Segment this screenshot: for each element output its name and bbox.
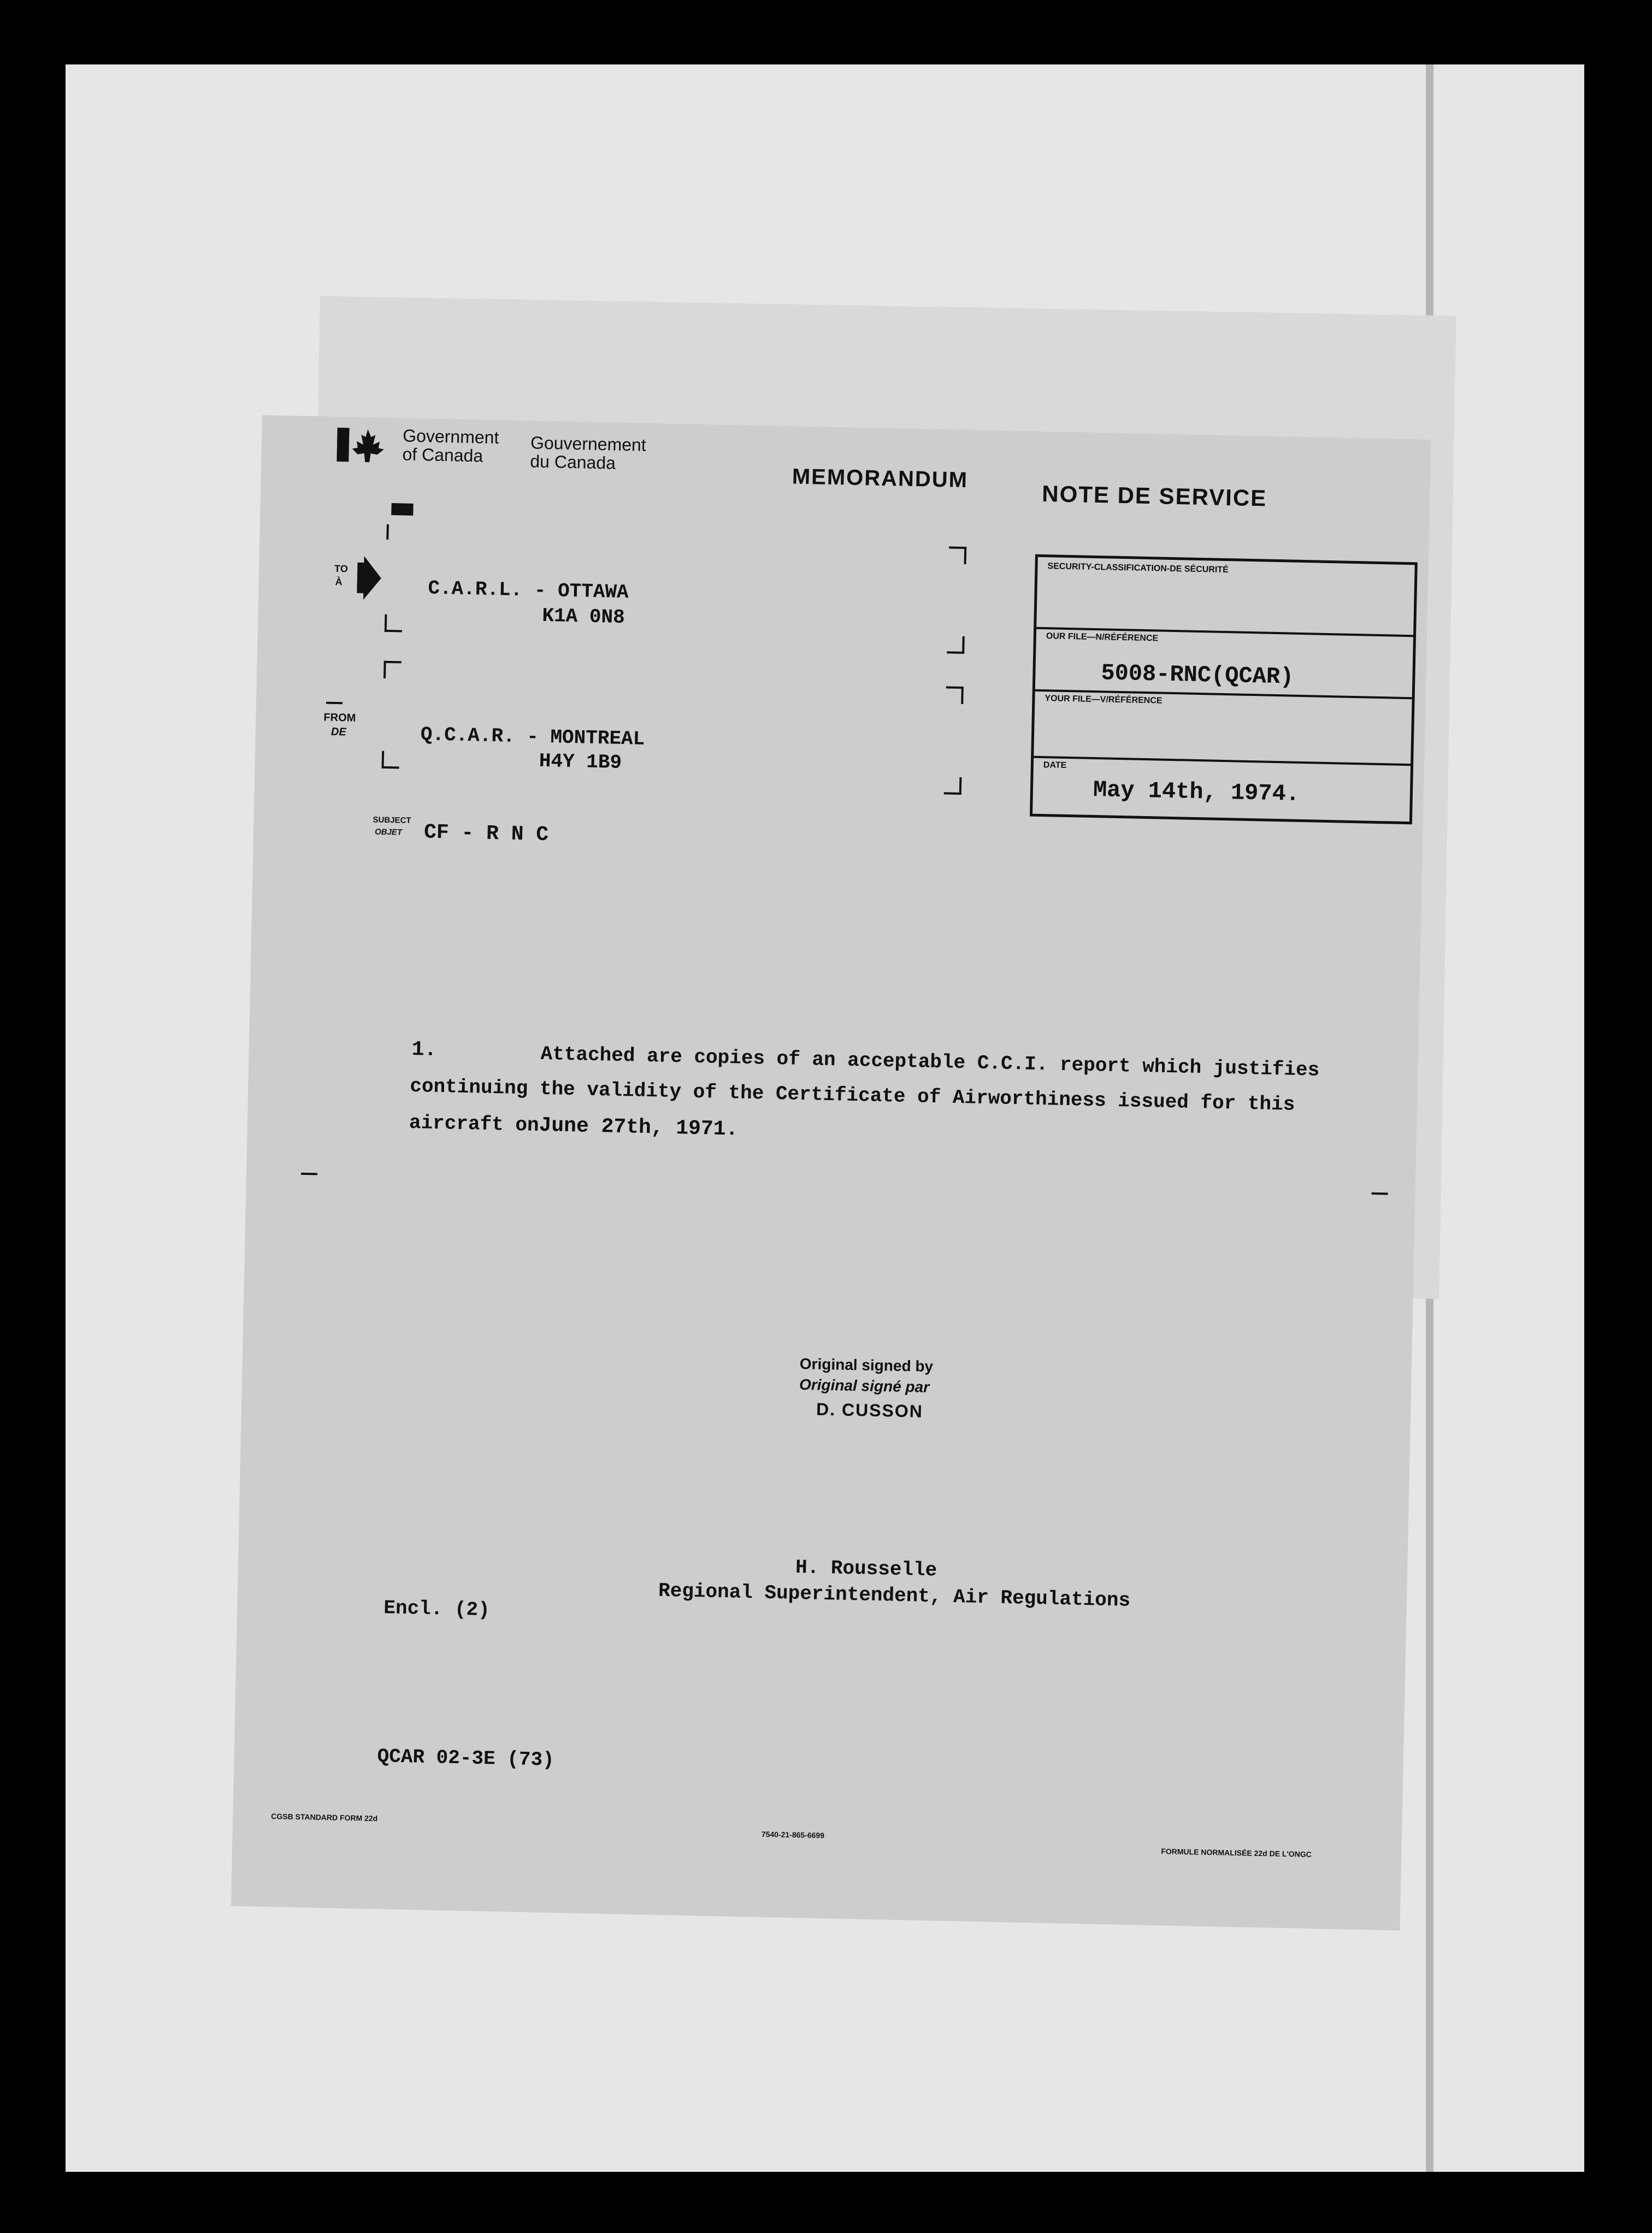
margin-tick xyxy=(1372,1192,1388,1195)
margin-tick xyxy=(301,1173,317,1175)
footer-center: 7540-21-865-6699 xyxy=(761,1829,825,1840)
memorandum-sheet xyxy=(231,415,1431,1930)
issue-date: June 27th, 1971. xyxy=(539,1113,739,1142)
signatory-title: Regional Superintendent, Air Regulations xyxy=(658,1579,1131,1612)
date-label: DATE xyxy=(1043,760,1067,770)
footer-left: CGSB STANDARD FORM 22d xyxy=(271,1811,378,1823)
enclosures: Encl. (2) xyxy=(383,1597,491,1622)
from-label: FROM xyxy=(323,711,356,724)
from-dash xyxy=(326,702,343,705)
address-bracket xyxy=(947,636,965,654)
gov-fr-line2: du Canada xyxy=(529,451,616,473)
signature-stamp-line1: Original signed by xyxy=(799,1355,934,1375)
signature-stamp-name: D. CUSSON xyxy=(816,1399,924,1421)
your-file-label: YOUR FILE—V/RÉFÉRENCE xyxy=(1045,694,1163,706)
box-divider xyxy=(1034,756,1411,766)
punch-mark xyxy=(391,503,413,516)
address-bracket xyxy=(944,777,962,795)
body-line-3 xyxy=(409,1111,738,1142)
gov-en-line1: Government xyxy=(402,426,499,448)
signatory-name: H. Rousselle xyxy=(795,1556,937,1582)
to-label: TO xyxy=(334,563,349,575)
body-line-1: Attached are copies of an acceptable C.C.I. report which justifies xyxy=(540,1042,1320,1082)
address-bracket xyxy=(946,686,964,704)
note-de-service-heading: NOTE DE SERVICE xyxy=(1041,480,1267,511)
canada-flag-icon xyxy=(337,426,386,465)
our-file-value: 5008-RNC(QCAR) xyxy=(1100,660,1294,690)
address-bracket xyxy=(949,546,967,564)
from-bracket-bottom xyxy=(382,751,400,769)
to-line2: K1A 0N8 xyxy=(541,604,626,629)
body-line-3a: aircraft on xyxy=(409,1111,539,1137)
to-bracket-bottom xyxy=(385,615,403,633)
to-bracket-top xyxy=(386,524,404,540)
from-bracket-top xyxy=(384,661,402,679)
to-label-fr: À xyxy=(335,576,343,588)
subject-label-fr: OBJET xyxy=(374,827,403,837)
date-value: May 14th, 1974. xyxy=(1093,777,1300,807)
subject-label: SUBJECT xyxy=(373,815,411,825)
body-line-2: continuing the validity of the Certificate of Airworthiness issued for this xyxy=(409,1074,1295,1116)
our-file-label: OUR FILE—N/RÉFÉRENCE xyxy=(1046,631,1159,643)
paragraph-number: 1. xyxy=(411,1037,437,1062)
security-label: SECURITY-CLASSIFICATION-DE SÉCURITÉ xyxy=(1047,562,1229,575)
subject-value: CF - R N C xyxy=(423,820,549,847)
signature-stamp-line2: Original signé par xyxy=(799,1375,930,1396)
from-label-fr: DE xyxy=(331,725,346,739)
to-line1: C.A.R.L. - OTTAWA xyxy=(428,577,629,604)
form-code: QCAR 02-3E (73) xyxy=(377,1745,555,1771)
from-line2: H4Y 1B9 xyxy=(539,749,622,774)
arrow-right-icon xyxy=(357,556,382,600)
memorandum-heading: MEMORANDUM xyxy=(792,464,969,493)
gov-en-line2: of Canada xyxy=(402,444,483,466)
from-line1: Q.C.A.R. - MONTREAL xyxy=(420,723,645,751)
footer-right: FORMULE NORMALISÉE 22d DE L'ONGC xyxy=(1161,1847,1312,1859)
gov-fr-line1: Gouvernement xyxy=(530,433,647,455)
reference-box xyxy=(1030,554,1418,825)
